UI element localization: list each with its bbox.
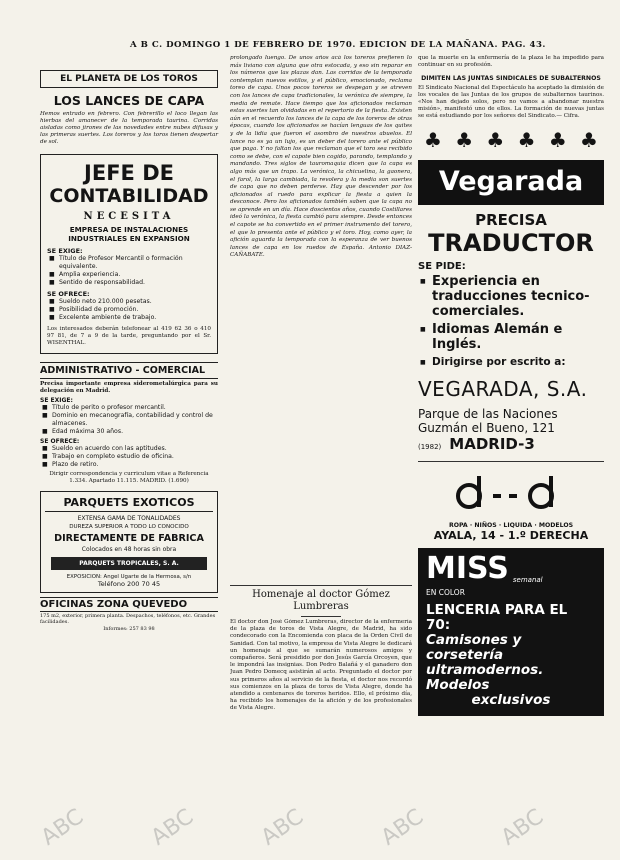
vegarada-traductor: TRADUCTOR bbox=[428, 229, 594, 257]
right-column bbox=[418, 55, 604, 716]
jefe-ofrece-list bbox=[47, 298, 211, 322]
oficinas-title: OFICINAS ZONA QUEVEDO bbox=[40, 597, 218, 612]
list-item: ■ Idiomas Alemán e Inglés. bbox=[418, 322, 604, 352]
miss-ad bbox=[418, 548, 604, 716]
dado-address: AYALA, 14 - 1.º DERECHA bbox=[433, 529, 589, 542]
jefe-exige-list bbox=[47, 255, 211, 287]
vegarada-city: MADRID-3 bbox=[449, 435, 535, 453]
list-item: ■ Sueldo neto 210.000 pesetas. bbox=[47, 298, 211, 306]
middle-column bbox=[230, 55, 412, 809]
parquets-line2: DUREZA SUPERIOR A TODO LO CONOCIDO bbox=[69, 524, 189, 530]
dado-logo-icon bbox=[451, 472, 571, 512]
miss-line-2: Camisones y corsetería bbox=[426, 632, 522, 663]
jefe-necesita: NECESITA bbox=[83, 211, 175, 222]
list-item: ■ Excelente ambiente de trabajo. bbox=[47, 314, 211, 322]
planeta-title: LOS LANCES DE CAPA bbox=[53, 93, 205, 108]
parquets-line1: EXTENSA GAMA DE TONALIDADES bbox=[77, 515, 181, 522]
left-column bbox=[40, 70, 218, 632]
miss-en-color: EN COLOR bbox=[426, 588, 465, 597]
watermark: ABC bbox=[376, 804, 429, 851]
palm-icon: ♣ bbox=[455, 128, 474, 152]
juntas-title: DIMITEN LAS JUNTAS SINDICALES DE SUBALTERNOS bbox=[421, 75, 601, 82]
miss-line-1: LENCERIA PARA EL 70: bbox=[426, 602, 568, 633]
list-item: ■ Dirigirse por escrito a: bbox=[418, 356, 604, 369]
parquets-ad bbox=[40, 491, 218, 593]
watermark: ABC bbox=[256, 804, 309, 851]
dado-lines: ROPA · NIÑOS · LIQUIDA · MODELOS bbox=[448, 522, 574, 529]
palm-icon: ♣ bbox=[580, 128, 598, 152]
parquets-title: PARQUETS EXOTICOS bbox=[45, 496, 213, 512]
jefe-title-2: CONTABILIDAD bbox=[49, 185, 209, 207]
miss-line-4: exclusivos bbox=[471, 692, 551, 708]
vegarada-city-row bbox=[418, 435, 604, 453]
jefe-empresa: EMPRESA DE INSTALACIONES INDUSTRIALES EN EXPANSION bbox=[68, 225, 190, 243]
list-item: ■ Título de perito o profesor mercantil. bbox=[40, 404, 218, 412]
list-item: ■ Posibilidad de promoción. bbox=[47, 306, 211, 314]
planeta-body: Hemos entrado en febrero. Con febrerillo el loco llegan las hierbas del amanecer de la temporada taurina. Corridas aisladas como jirones de las novedades entre nubes difusas y las primeras suertes. Los toreros y los toros tienen despertar de sol. bbox=[40, 111, 218, 145]
list-item: ■ Dominio en mecanografía, contabilidad y control de almacenes. bbox=[40, 412, 218, 428]
jefe-title-1: JEFE DE bbox=[84, 161, 174, 185]
miss-semanal: semanal bbox=[512, 576, 543, 584]
juntas-body: El Sindicato Nacional del Espectáculo ha aceptado la dimisión de los vocales de las Juntas de los grupos de subalternos taurinos. «Nos han dejado solos, pero no vamos a abandonar nuestra misión», manifestó uno de ellos. La formación de nuevas juntas se está estudiando por los señores del Sindicato.— Cifra. bbox=[418, 85, 604, 119]
dado-logo bbox=[418, 470, 604, 514]
admin-exige-label: SE EXIGE: bbox=[40, 397, 73, 404]
parquets-line3: DIRECTAMENTE DE FABRICA bbox=[54, 533, 204, 544]
admin-ofrece-list bbox=[40, 445, 218, 469]
list-item: ■ Amplia experiencia. bbox=[47, 271, 211, 279]
list-item: ■ Sueldo en acuerdo con las aptitudes. bbox=[40, 445, 218, 453]
parquets-tel: Teléfono 200 70 45 bbox=[97, 580, 161, 588]
top-text: que la muerte en la enfermería de la plaza le ha impedido para continuar en su profesión. bbox=[418, 55, 604, 68]
jefe-footer: Los interesados deberán telefonear al 419 62 36 o 410 97 81, de 7 a 9 de la tarde, preguntando por el Sr. WISENTHAL. bbox=[47, 326, 211, 346]
list-item: ■ Plazo de retiro. bbox=[40, 461, 218, 469]
vegarada-precisa: PRECISA bbox=[475, 211, 547, 229]
oficinas-tel: Informes: 257 83 98 bbox=[103, 625, 155, 632]
admin-title: ADMINISTRATIVO - COMERCIAL bbox=[40, 362, 218, 379]
list-item: ■ Experiencia en traducciones tecnico-comerciales. bbox=[418, 274, 604, 319]
admin-footer: Dirigir correspondencia y curriculum vitae a Referencia 1.334. Apartado 11.115. MADRID. (1.690) bbox=[49, 471, 209, 484]
palm-icon: ♣ bbox=[424, 128, 442, 152]
watermark: ABC bbox=[36, 804, 89, 851]
watermark: ABC bbox=[496, 804, 549, 851]
palm-icon: ♣ bbox=[517, 128, 536, 152]
oficinas-body: 175 m2, exterior, primera planta. Despachos, teléfonos, etc. Grandes facilidades. bbox=[40, 613, 216, 626]
parquets-brand: PARQUETS TROPICALES, S. A. bbox=[51, 557, 207, 570]
admin-intro: Precisa importante empresa siderometalúrgica para su delegación en Madrid. bbox=[40, 381, 218, 394]
vegarada-se-pide: SE PIDE: bbox=[418, 261, 466, 272]
jefe-contabilidad-ad bbox=[40, 154, 218, 354]
parquets-expo: EXPOSICION: Angel Ugarte de la Hermosa, s/n bbox=[66, 574, 192, 580]
vegarada-address: Parque de las Naciones Guzmán el Bueno, 121 bbox=[418, 407, 558, 435]
vegarada-logo: Vegarada bbox=[418, 160, 604, 205]
jefe-ofrece-label: SE OFRECE: bbox=[47, 290, 90, 298]
page-header: A B C. DOMINGO 1 DE FEBRERO DE 1970. EDICION DE LA MAÑANA. PAG. 43. bbox=[130, 40, 546, 50]
ornament-row bbox=[418, 126, 604, 154]
miss-brand: MISS bbox=[426, 551, 509, 586]
list-item: ■ Edad máxima 30 años. bbox=[40, 428, 218, 436]
vegarada-ad bbox=[418, 126, 604, 453]
admin-exige-list bbox=[40, 404, 218, 436]
palm-icon: ♣ bbox=[548, 128, 567, 152]
list-item: ■ Título de Profesor Mercantil o formación equivalente. bbox=[47, 255, 211, 271]
planeta-kicker: EL PLANETA DE LOS TOROS bbox=[40, 70, 218, 88]
vegarada-pide-list bbox=[418, 274, 604, 369]
homenaje-title: Homenaje al doctor Gómez Lumbreras bbox=[252, 589, 390, 612]
miss-line-3: ultramodernos. Modelos bbox=[426, 662, 544, 693]
oficinas-ad bbox=[40, 597, 218, 632]
vegarada-company: VEGARADA, S.A. bbox=[418, 377, 588, 401]
list-item: ■ Trabajo en completo estudio de oficina. bbox=[40, 453, 218, 461]
article-body: prolongado luengo. De unos años acá los toreros prefieren lo más liviano con alguna que otra estocada, y eso sin reparar en los números que las plazas dan. Las corridas de la temporada contemplan nuevos estilos, y el público, emocionado, reclama toreo de capa. Unos pocos toreros se despegan y se atreven con los lances de capa tradicionales, la verónica de siempre, la media de remate. Hace tiempo que los aficionados reclaman estas suertes tan olvidadas en el repertorio de la fiesta. Existen aún en el recuerdo los lances de la capa de los toreros de otras épocas, cuando los aficionados se hacían lenguas de los quites y de la lidia que fueron el asombro de nuestros abuelos. El lance no es ya un lujo, es un deber del torero ante el público que paga. Y no faltan los que reclaman que el toro sea recibido como se debe, con el capote bien cogido, parando, templando y mandando. Tres siglos de tauromaquia dicen que la capa es algo más que un trapo. La verónica, la chicuelina, la gaonera, el farol, la larga cambiada, la revolera y la media son suertes de capa que no deben perderse. Hay que descender por los aficionados al ruedo para explicar la fiesta a quien la desconoce. Pero los aficionados también saben que la capa no se aprende en un día. Hace doscientos años, cuando Costillares ideó la verónica, la fiesta cambió para siempre. Desde entonces el capote se ha convertido en el primer instrumento del torero, el que lo presenta ante el público y el toro. Hoy, como ayer, la afición aguarda la temporada con la esperanza de ver buenos lances de capa en los ruedos de España. Antonio DIAZ-CAÑABATE. bbox=[230, 55, 412, 259]
administrativo-ad bbox=[40, 362, 218, 485]
vegarada-code: (1982) bbox=[418, 443, 442, 451]
planeta-section bbox=[40, 70, 218, 146]
jefe-exige-label: SE EXIGE: bbox=[47, 247, 83, 255]
watermark: ABC bbox=[146, 804, 199, 851]
list-item: ■ Sentido de responsabilidad. bbox=[47, 279, 211, 287]
parquets-line4: Colocados en 48 horas sin obra bbox=[81, 546, 177, 553]
homenaje-body: El doctor don José Gómez Lumbreras, director de la enfermería de la plaza de toros de Vista Alegre, de Madrid, ha sido condecorado con la Encomienda con placa de la Orden Civil de Sanidad. Con tal motivo, la empresa de Vista Alegre le dedicará un homenaje al que se sumarán numerosos amigos y compañeros. Será presidido por don Jesús García Orcoyen, que le impondrá las insignias. Don Pedro Balañá y el ganadero don Juan Pedro Domecq asistirán al acto. Preguntado el doctor por sus primeros años al servicio de la fiesta, el doctor nos recordó sus comienzos en la plaza de toros de Vista Alegre, donde ha atendido a centenares de toreros heridos. Ello, el próximo día, ha recibido los homenajes de la afición y de los profesionales de Vista Alegre. bbox=[230, 619, 412, 712]
palm-icon: ♣ bbox=[486, 128, 505, 152]
admin-ofrece-label: SE OFRECE: bbox=[40, 438, 80, 445]
